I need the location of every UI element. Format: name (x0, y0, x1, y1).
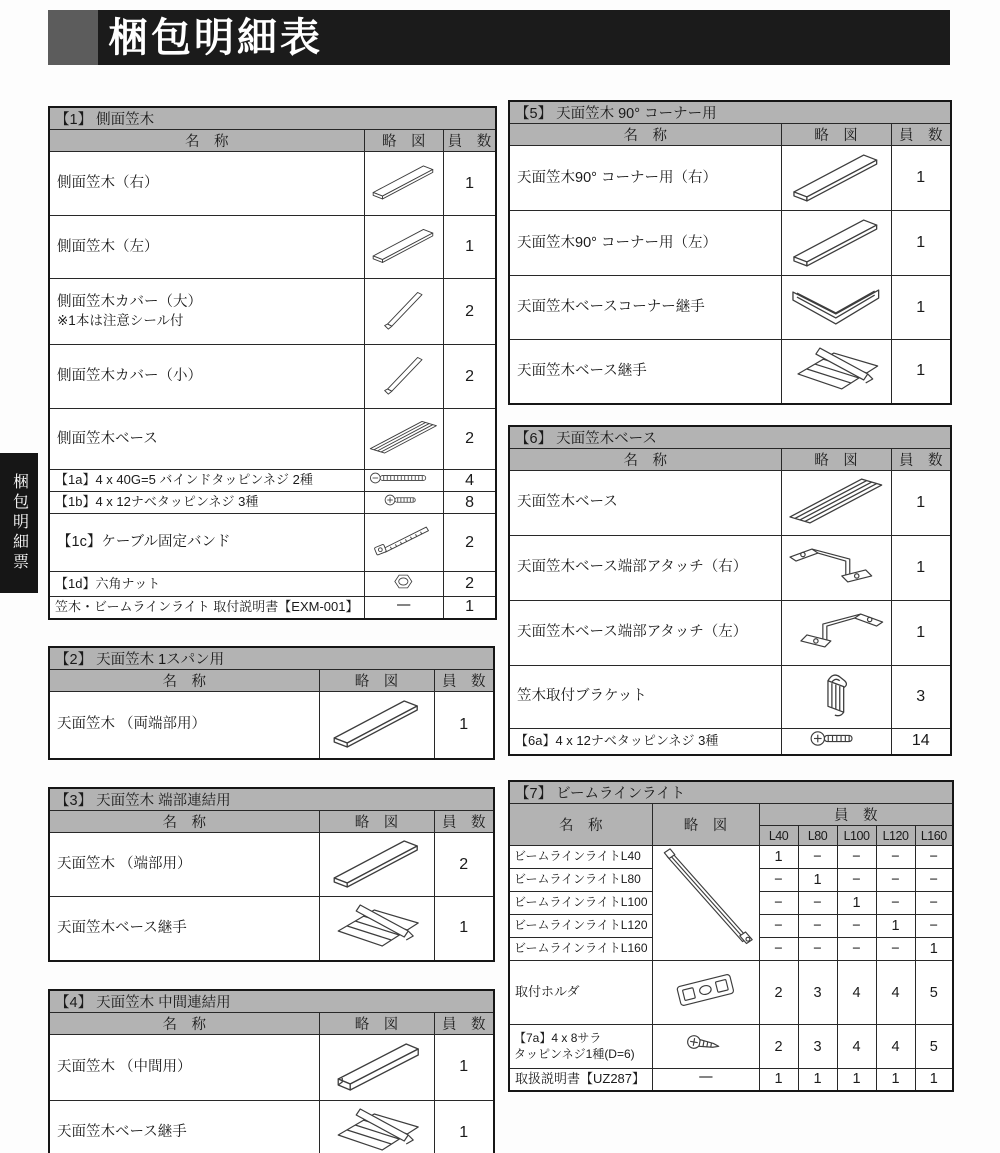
part-qty-cell: − (798, 938, 837, 961)
table-row (509, 1069, 953, 1091)
table-row (509, 1025, 953, 1069)
table-row (509, 728, 951, 755)
part-sketch-cell (364, 345, 444, 409)
table-row (49, 216, 496, 279)
part-name-cell (509, 1025, 652, 1069)
part-qty-cell: 1 (915, 938, 953, 961)
table-row (49, 897, 494, 961)
part-qty-cell: 4 (837, 1025, 876, 1069)
part-name: 天面笠木ベース (517, 494, 618, 511)
part-name-cell (49, 572, 364, 597)
base-joint-icon (322, 898, 431, 954)
part-name-cell (49, 597, 364, 619)
column-header-name: 名 称 (49, 1012, 319, 1034)
part-name: 取扱説明書【UZ287】 (515, 1070, 646, 1086)
part-name-cell: ビームラインライトL160 (509, 938, 652, 961)
part-qty-cell: 8 (444, 492, 496, 514)
part-name: 側面笠木カバー（大） (57, 294, 202, 311)
part-name-cell (49, 152, 364, 216)
part-qty-cell: 1 (891, 600, 951, 665)
part-name: 天面笠木 （両端部用） (57, 716, 207, 733)
size-column-header: L80 (798, 826, 837, 846)
part-name-cell (509, 961, 652, 1025)
part-qty-cell: − (837, 869, 876, 892)
part-name-cell (49, 691, 319, 759)
table-row (509, 665, 951, 728)
part-sketch-cell (652, 1025, 759, 1069)
part-sketch-cell (364, 492, 444, 514)
pan-screw-icon (784, 729, 889, 748)
size-column-header: L120 (876, 826, 915, 846)
part-name: 天面笠木ベース継手 (57, 1124, 187, 1141)
section-title-row (49, 788, 494, 811)
part-sketch-cell (781, 728, 891, 755)
part-qty-cell: 1 (876, 1069, 915, 1091)
column-header-name: 名 称 (49, 669, 319, 691)
column-header-qty: 員 数 (444, 130, 496, 152)
column-header-qty: 員 数 (434, 669, 494, 691)
side-tab-label: 梱包明細票 (10, 473, 28, 573)
column-header-name: 名 称 (509, 804, 652, 846)
parts-table-t1 (48, 106, 497, 620)
beam-light-icon (655, 847, 757, 954)
part-sketch-cell (652, 1069, 759, 1091)
part-qty-cell: − (837, 915, 876, 938)
part-name: 【1d】六角ナット (55, 575, 161, 591)
part-name: 側面笠木（右） (57, 175, 159, 192)
part-qty-cell: 1 (891, 146, 951, 211)
part-name-cell (49, 470, 364, 492)
table-row (509, 535, 951, 600)
part-sketch-cell (319, 691, 434, 759)
part-qty-cell: 2 (444, 572, 496, 597)
part-qty-cell: − (798, 892, 837, 915)
part-qty-cell: − (798, 846, 837, 869)
part-name-line2: タッピンネジ1種(D=6) (514, 1046, 635, 1061)
flat-head-screw-icon (655, 1026, 757, 1062)
part-name-cell (509, 665, 781, 728)
part-name: 【1a】4 x 40G=5 バインドタッピンネジ 2種 (55, 472, 313, 488)
parts-table-t4 (48, 989, 495, 1153)
part-name-cell (49, 833, 319, 897)
part-name-cell: ビームラインライトL100 (509, 892, 652, 915)
table-row (49, 572, 496, 597)
column-header-qty: 員 数 (891, 448, 951, 470)
part-qty-cell: 1 (891, 276, 951, 340)
section-title-row (509, 426, 951, 449)
parts-table-t3 (48, 787, 495, 962)
part-qty-cell: 4 (837, 961, 876, 1025)
part-sketch-cell (319, 1034, 434, 1100)
column-header-name: 名 称 (49, 811, 319, 833)
part-qty-cell: 3 (798, 1025, 837, 1069)
part-qty-cell: 1 (434, 1034, 494, 1100)
part-name-cell (49, 345, 364, 409)
part-name: 天面笠木ベース継手 (57, 919, 187, 936)
table-row (49, 1034, 494, 1100)
column-header-row (509, 448, 951, 470)
base-joint-icon (322, 1102, 431, 1153)
part-qty-cell: 1 (444, 152, 496, 216)
part-qty-cell: 1 (434, 897, 494, 961)
right-column (508, 100, 954, 1092)
title-accent-square (48, 10, 98, 65)
part-qty-cell: 1 (759, 846, 798, 869)
size-column-header: L100 (837, 826, 876, 846)
column-header-sketch: 略 図 (781, 448, 891, 470)
section-title-row (509, 101, 951, 124)
table-row (509, 211, 951, 276)
part-sketch-cell (781, 340, 891, 404)
column-header-row (509, 124, 951, 146)
part-qty-cell: 1 (434, 691, 494, 759)
column-header-row (49, 811, 494, 833)
cap-bracket-icon (784, 667, 889, 722)
part-name: 天面笠木 （端部用） (57, 856, 192, 873)
part-qty-cell: 1 (798, 1069, 837, 1091)
page-title: 梱包明細表 (108, 15, 323, 60)
cover-bar-icon (366, 346, 441, 402)
flat-bar-icon (322, 834, 431, 890)
part-qty-cell: 1 (837, 892, 876, 915)
corner-joint-icon (784, 277, 889, 333)
part-qty-cell: − (876, 892, 915, 915)
part-qty-cell: − (837, 938, 876, 961)
part-name: 天面笠木90° コーナー用（左） (517, 234, 717, 251)
part-name: 天面笠木ベース継手 (517, 362, 647, 379)
section-title: 【2】 天面笠木 1スパン用 (49, 647, 494, 670)
section-title-row (49, 990, 494, 1013)
part-qty-cell: 5 (915, 1025, 953, 1069)
part-qty-cell: 1 (759, 1069, 798, 1091)
part-name-cell (49, 279, 364, 345)
part-qty-cell: − (759, 892, 798, 915)
column-header-sketch: 略 図 (319, 1012, 434, 1034)
hex-nut-icon (366, 573, 441, 590)
part-qty-cell: − (759, 869, 798, 892)
size-column-header: L160 (915, 826, 953, 846)
column-header-row (509, 804, 953, 826)
part-qty-cell: − (915, 846, 953, 869)
part-name: 【1b】4 x 12ナベタッピンネジ 3種 (55, 494, 259, 510)
column-header-sketch: 略 図 (652, 804, 759, 846)
column-header-qty: 員 数 (891, 124, 951, 146)
parts-table-t6 (508, 425, 952, 757)
part-sketch-cell (781, 211, 891, 276)
table-row (509, 340, 951, 404)
cover-bar-icon (366, 281, 441, 337)
part-sketch-cell (652, 846, 759, 961)
part-qty-cell: 14 (891, 728, 951, 755)
flat-bar-icon (784, 213, 889, 269)
section-title-row (49, 107, 496, 130)
pan-screw-icon (366, 493, 441, 507)
part-name: 【6a】4 x 12ナベタッピンネジ 3種 (515, 732, 719, 748)
attach-left-icon (784, 602, 889, 658)
part-name: 【7a】4 x 8サラ (514, 1030, 602, 1045)
part-qty-cell: − (759, 915, 798, 938)
left-column (48, 103, 497, 1153)
part-name-cell (509, 146, 781, 211)
part-sketch-cell (781, 146, 891, 211)
dash-icon (655, 1070, 757, 1084)
table-row (49, 345, 496, 409)
part-name: 【1c】ケーブル固定バンド (57, 534, 231, 551)
part-qty-cell: − (915, 869, 953, 892)
part-name: 側面笠木カバー（小） (57, 368, 202, 385)
part-sketch-cell (364, 597, 444, 619)
column-header-row (49, 1012, 494, 1034)
part-qty-cell: − (915, 915, 953, 938)
section-title: 【7】 ビームラインライト (509, 781, 953, 804)
part-qty-cell: − (759, 938, 798, 961)
part-name: 側面笠木（左） (57, 238, 159, 255)
section-title: 【3】 天面笠木 端部連結用 (49, 788, 494, 811)
part-qty-cell: − (876, 846, 915, 869)
column-header-name: 名 称 (49, 130, 364, 152)
part-qty-cell: 2 (759, 961, 798, 1025)
part-name-cell (49, 492, 364, 514)
part-sketch-cell (364, 470, 444, 492)
flat-bar-icon (322, 694, 431, 750)
table-row (49, 597, 496, 619)
table-row (49, 279, 496, 345)
part-qty-cell: 1 (891, 470, 951, 535)
parts-table-t7 (508, 780, 954, 1092)
part-qty-cell: 3 (798, 961, 837, 1025)
bind-screw-icon (366, 471, 441, 485)
part-name-cell (509, 470, 781, 535)
part-qty-cell: 2 (444, 279, 496, 345)
part-qty-cell: − (915, 892, 953, 915)
column-header-qty: 員 数 (434, 1012, 494, 1034)
section-title-row (49, 647, 494, 670)
part-name-cell: ビームラインライトL40 (509, 846, 652, 869)
part-qty-cell: 2 (444, 514, 496, 572)
part-qty-cell: 1 (891, 211, 951, 276)
part-sketch-cell (364, 572, 444, 597)
part-qty-cell: 1 (434, 1100, 494, 1153)
part-qty-cell: − (876, 869, 915, 892)
part-qty-cell: 1 (837, 1069, 876, 1091)
part-name: 取付ホルダ (515, 984, 580, 1000)
attach-right-icon (784, 537, 889, 593)
part-qty-cell: 1 (876, 915, 915, 938)
part-name-cell (509, 1069, 652, 1091)
part-sketch-cell (364, 152, 444, 216)
column-header-qty: 員 数 (759, 804, 953, 826)
table-row (509, 276, 951, 340)
part-name: 笠木・ビームラインライト 取付説明書【EXM-001】 (55, 598, 359, 614)
column-header-sketch: 略 図 (781, 124, 891, 146)
cable-tie-icon (366, 515, 441, 565)
part-qty-cell: 1 (444, 216, 496, 279)
section-title: 【4】 天面笠木 中間連結用 (49, 990, 494, 1013)
part-name: 天面笠木ベース端部アタッチ（右） (517, 559, 748, 576)
table-row (49, 492, 496, 514)
part-name-cell (509, 340, 781, 404)
part-name-cell (49, 216, 364, 279)
section-title: 【1】 側面笠木 (49, 107, 496, 130)
page-title-bar (48, 10, 950, 65)
part-name-cell: ビームラインライトL120 (509, 915, 652, 938)
flat-bar-icon (366, 217, 441, 272)
part-name-cell (509, 211, 781, 276)
column-header-qty: 員 数 (434, 811, 494, 833)
table-row (49, 1100, 494, 1153)
table-row (509, 600, 951, 665)
flat-bar-icon (366, 153, 441, 209)
part-qty-cell: 4 (876, 1025, 915, 1069)
part-name-cell (509, 535, 781, 600)
part-note: ※1本は注意シール付 (57, 313, 184, 329)
section-title: 【5】 天面笠木 90° コーナー用 (509, 101, 951, 124)
table-row (49, 470, 496, 492)
size-column-header: L40 (759, 826, 798, 846)
part-name: 天面笠木ベースコーナー継手 (517, 299, 705, 316)
table-row (509, 470, 951, 535)
part-name-cell (509, 276, 781, 340)
column-header-sketch: 略 図 (319, 811, 434, 833)
part-qty-cell: 5 (915, 961, 953, 1025)
parts-table-t5 (508, 100, 952, 405)
part-qty-cell: 4 (444, 470, 496, 492)
part-name-cell (49, 1034, 319, 1100)
part-qty-cell: 1 (915, 1069, 953, 1091)
part-name-cell (49, 409, 364, 470)
part-sketch-cell (652, 961, 759, 1025)
section-title: 【6】 天面笠木ベース (509, 426, 951, 449)
ribbed-bar-icon (366, 410, 441, 463)
mounting-holder-icon (655, 962, 757, 1018)
column-header-name: 名 称 (509, 448, 781, 470)
part-qty-cell: 1 (798, 869, 837, 892)
part-qty-cell: 3 (891, 665, 951, 728)
part-sketch-cell (364, 216, 444, 279)
part-qty-cell: 2 (444, 345, 496, 409)
flat-bar-icon (784, 148, 889, 204)
part-sketch-cell (319, 1100, 434, 1153)
part-name-cell (49, 1100, 319, 1153)
column-header-row (49, 130, 496, 152)
channel-bar-icon (322, 1037, 431, 1093)
part-name-cell (509, 600, 781, 665)
parts-table-t2 (48, 646, 495, 761)
part-name-cell: ビームラインライトL80 (509, 869, 652, 892)
part-name-cell (49, 514, 364, 572)
part-qty-cell: − (798, 915, 837, 938)
side-tab (0, 453, 38, 593)
part-sketch-cell (781, 470, 891, 535)
table-row (509, 961, 953, 1025)
table-row (49, 691, 494, 759)
part-qty-cell: 2 (434, 833, 494, 897)
part-sketch-cell (364, 409, 444, 470)
dash-icon (366, 598, 441, 612)
table-row (49, 152, 496, 216)
ribbed-bar-icon (784, 472, 889, 528)
table-row (49, 514, 496, 572)
part-qty-cell: 4 (876, 961, 915, 1025)
part-sketch-cell (364, 514, 444, 572)
column-header-name: 名 称 (509, 124, 781, 146)
part-qty-cell: − (876, 938, 915, 961)
part-qty-cell: 2 (444, 409, 496, 470)
column-header-sketch: 略 図 (319, 669, 434, 691)
part-name: 天面笠木 （中間用） (57, 1058, 192, 1075)
table-row (49, 409, 496, 470)
part-name: 笠木取付ブラケット (517, 688, 647, 705)
part-qty-cell: 1 (444, 597, 496, 619)
column-header-row (49, 669, 494, 691)
table-row (49, 833, 494, 897)
part-name: 天面笠木ベース端部アタッチ（左） (517, 624, 748, 641)
beam-row (509, 846, 953, 869)
part-sketch-cell (781, 535, 891, 600)
part-sketch-cell (781, 665, 891, 728)
part-qty-cell: − (837, 846, 876, 869)
part-qty-cell: 1 (891, 535, 951, 600)
part-name-cell (509, 728, 781, 755)
table-row (509, 146, 951, 211)
part-qty-cell: 2 (759, 1025, 798, 1069)
part-sketch-cell (319, 897, 434, 961)
base-joint-icon (784, 341, 889, 397)
part-name: 側面笠木ベース (57, 430, 158, 447)
part-qty-cell: 1 (891, 340, 951, 404)
part-name-cell (49, 897, 319, 961)
part-sketch-cell (364, 279, 444, 345)
part-sketch-cell (781, 600, 891, 665)
column-header-sketch: 略 図 (364, 130, 444, 152)
section-title-row (509, 781, 953, 804)
part-name: 天面笠木90° コーナー用（右） (517, 169, 717, 186)
part-sketch-cell (319, 833, 434, 897)
part-sketch-cell (781, 276, 891, 340)
